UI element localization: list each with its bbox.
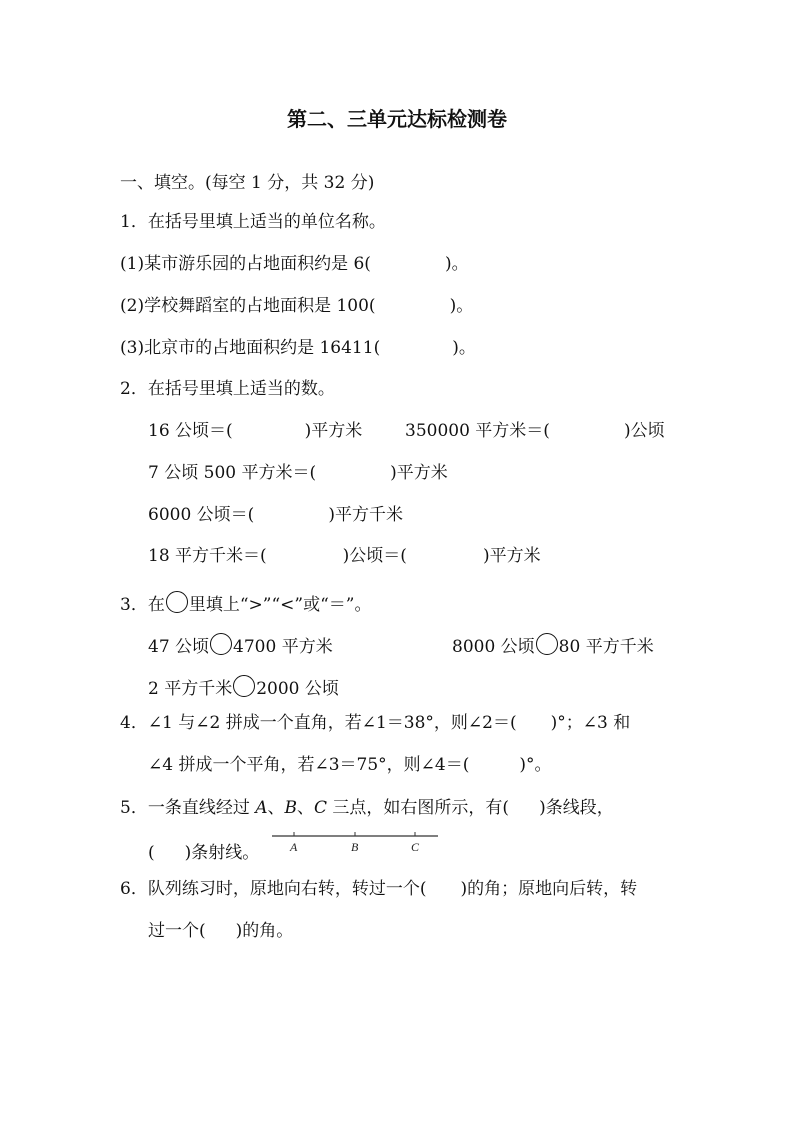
q5-line-2 <box>148 842 259 864</box>
q4-line-2-tail: )°。 <box>519 755 552 775</box>
q1-item-3 <box>120 337 476 359</box>
q6-line-1-text: 6．队列练习时，原地向右转，转过一个( <box>120 879 427 899</box>
q4-line-1-text: 4．∠1 与∠2 拼成一个直角，若∠1＝38°，则∠2＝( <box>120 713 517 733</box>
q2-row-4-mid: )公顷＝( <box>342 546 407 566</box>
point-label: B <box>284 798 298 818</box>
q6-line-1 <box>120 878 637 900</box>
q2-row-2-unit: )平方米 <box>390 463 448 483</box>
q3-item-3 <box>148 675 339 700</box>
q2-row-1a <box>148 420 362 442</box>
point-label-b: B <box>351 840 359 854</box>
q3-stem <box>120 591 371 616</box>
compare-circle-icon <box>166 591 188 613</box>
q2-row-1b-unit: )公顷 <box>623 421 665 441</box>
q6-line-2-tail: )的角。 <box>235 921 294 941</box>
q5-line-2-open: ( <box>148 843 155 863</box>
q2-stem: 2．在括号里填上适当的数。 <box>120 379 335 399</box>
q5-line-1-mid: 三点，如右图所示，有( <box>327 798 510 818</box>
compare-circle-input[interactable] <box>210 633 232 655</box>
q4-line-1-tail: )°；∠3 和 <box>550 713 631 733</box>
q1-item-2-close: )。 <box>449 296 474 316</box>
q6-line-2-text: 过一个( <box>148 921 206 941</box>
q3-item-2 <box>452 633 654 658</box>
q2-row-2 <box>148 462 448 484</box>
q5-line-1-tail: )条线段， <box>539 798 614 818</box>
q1-item-1 <box>120 253 469 275</box>
q1-item-3-text: (3)北京市的占地面积约是 16411( <box>120 338 381 358</box>
q3-item-3-left: 2 平方千米 <box>148 679 233 699</box>
q2-row-4-unit: )平方米 <box>482 546 541 566</box>
q2-row-1b <box>405 420 665 442</box>
q2-row-3 <box>148 504 403 526</box>
q2-row-1a-unit: )平方米 <box>304 421 363 441</box>
q2-row-1a-text: 16 公顷＝( <box>148 421 233 441</box>
q5-line-1-text: 5．一条直线经过 <box>120 798 256 818</box>
q1-item-1-close: )。 <box>444 254 469 274</box>
compare-circle-input[interactable] <box>233 675 255 697</box>
q3-item-1-right: 4700 平方米 <box>233 637 333 657</box>
q5-line-1 <box>120 797 614 819</box>
compare-circle-input[interactable] <box>536 633 558 655</box>
point-label: A <box>255 798 268 818</box>
q4-line-2-text: ∠4 拼成一个平角，若∠3＝75°，则∠4＝( <box>148 755 470 775</box>
q2-row-4 <box>148 545 541 567</box>
point-label: C <box>314 798 328 818</box>
q1-item-1-text: (1)某市游乐园的占地面积约是 6( <box>120 254 371 274</box>
q3-item-2-left: 8000 公顷 <box>452 637 535 657</box>
separator: 、 <box>297 798 315 818</box>
q1-item-2-text: (2)学校舞蹈室的占地面积是 100( <box>120 296 376 316</box>
q3-item-1 <box>148 633 333 658</box>
q2-row-3-text: 6000 公顷＝( <box>148 505 255 525</box>
q3-item-1-left: 47 公顷 <box>148 637 210 657</box>
separator: 、 <box>267 798 285 818</box>
point-label-a: A <box>290 840 298 854</box>
q2-row-2-text: 7 公顷 500 平方米＝( <box>148 463 317 483</box>
section-heading: 一、填空。(每空 1 分，共 32 分) <box>120 173 375 193</box>
q5-line-2-tail: )条射线。 <box>184 843 260 863</box>
q3-item-2-right: 80 平方千米 <box>558 637 654 657</box>
point-label-c: C <box>411 840 420 854</box>
page-title: 第二、三单元达标检测卷 <box>287 107 507 131</box>
q4-line-2 <box>148 754 552 776</box>
q2-row-4-text: 18 平方千米＝( <box>148 546 267 566</box>
q1-item-3-close: )。 <box>452 338 476 358</box>
q2-row-3-unit: )平方千米 <box>328 505 403 525</box>
q3-stem-post: 里填上“>”“<”或“＝”。 <box>188 595 372 615</box>
q1-item-2 <box>120 295 473 317</box>
q3-item-3-right: 2000 公顷 <box>256 679 339 699</box>
q2-row-1b-text: 350000 平方米＝( <box>405 421 550 441</box>
line-diagram <box>272 832 442 858</box>
q6-line-2 <box>148 920 293 942</box>
q6-line-1-tail: )的角；原地向后转，转 <box>460 879 638 899</box>
q1-stem: 1．在括号里填上适当的单位名称。 <box>120 212 386 232</box>
q4-line-1 <box>120 712 630 734</box>
q3-stem-pre: 3．在 <box>120 595 165 615</box>
